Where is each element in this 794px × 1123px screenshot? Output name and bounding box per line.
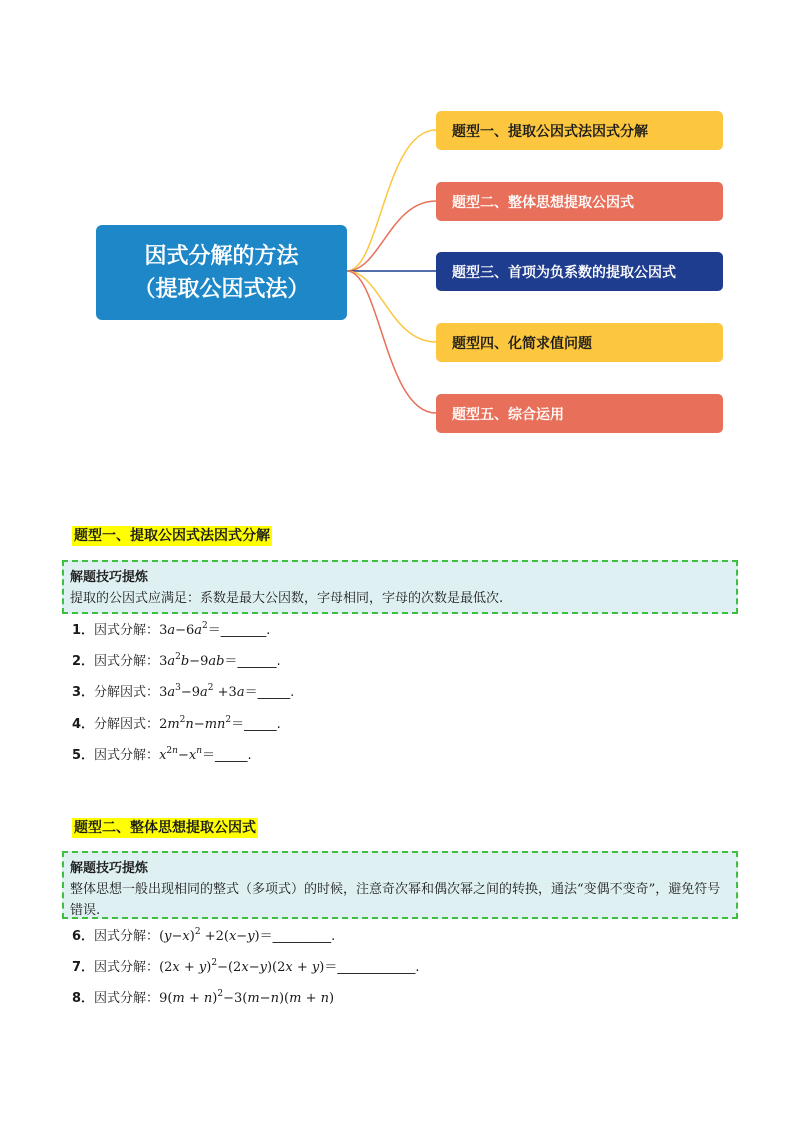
question-prefix: 分解因式： — [94, 717, 160, 732]
section2-tip-text: 整体思想一般出现相同的整式（多项式）的时候，注意奇次幂和偶次幂之间的转换，通法“变偶不变奇”，避免符号错误. — [70, 882, 721, 918]
topic-node-1: 题型一、提取公因式法因式分解 — [436, 111, 723, 150]
mindmap-center-node — [96, 225, 347, 320]
question-number: 4． — [72, 717, 95, 732]
question-end: . — [415, 960, 420, 975]
question-number: 5． — [72, 748, 95, 763]
section1-title: 题型一、提取公因式法因式分解 — [74, 528, 270, 544]
connector-5 — [347, 271, 436, 413]
question-end: . — [331, 929, 336, 944]
question-number: 8． — [72, 991, 95, 1006]
question-expression: $3a^3-9a^2 +3a=$ — [159, 683, 258, 700]
answer-blank[interactable]: _________ — [272, 929, 332, 944]
question-prefix: 分解因式： — [94, 685, 160, 700]
connector-4 — [347, 271, 436, 342]
question-number: 6． — [72, 929, 95, 944]
question-end: . — [266, 623, 271, 638]
topic-node-3: 题型三、首项为负系数的提取公因式 — [436, 252, 723, 291]
question-number: 1． — [72, 623, 95, 638]
connector-1 — [347, 130, 436, 271]
question-prefix: 因式分解： — [94, 960, 160, 975]
question-end: . — [276, 654, 281, 669]
question-4 — [72, 715, 281, 735]
question-2 — [72, 652, 281, 672]
question-prefix: 因式分解： — [94, 991, 160, 1006]
answer-blank[interactable]: ____________ — [337, 960, 416, 975]
question-1 — [72, 621, 270, 641]
question-3 — [72, 683, 294, 703]
question-6 — [72, 927, 335, 947]
question-prefix: 因式分解： — [94, 654, 160, 669]
section2-tip-box — [62, 851, 738, 919]
question-prefix: 因式分解： — [94, 748, 160, 763]
question-number: 2． — [72, 654, 95, 669]
question-expression: $x^{2n}-x^n=$ — [159, 746, 215, 763]
section1-tip-box — [62, 560, 738, 614]
question-end: . — [276, 717, 281, 732]
section1-tip-text: 提取的公因式应满足：系数是最大公因数，字母相同，字母的次数是最低次. — [70, 591, 504, 606]
answer-blank[interactable]: _____ — [244, 717, 277, 732]
question-8 — [72, 989, 334, 1009]
answer-blank[interactable]: _____ — [215, 748, 248, 763]
question-expression: $(y-x)^2 +2(x-y)=$ — [159, 927, 273, 944]
question-prefix: 因式分解： — [94, 623, 160, 638]
question-expression: $2m^2n-mn^2=$ — [159, 715, 245, 732]
question-5 — [72, 746, 252, 766]
section1-tip-title: 解题技巧提炼 — [70, 570, 149, 585]
connector-2 — [347, 201, 436, 271]
topic-node-5: 题型五、综合运用 — [436, 394, 723, 433]
question-expression: $3a-6a^2=$ — [159, 621, 221, 638]
question-end: . — [290, 685, 295, 700]
question-7 — [72, 958, 419, 978]
question-expression: $(2x + y)^2-(2x-y)(2x + y)=$ — [159, 958, 338, 975]
question-number: 7． — [72, 960, 95, 975]
question-expression: $3a^2b-9ab=$ — [159, 652, 238, 669]
question-number: 3． — [72, 685, 95, 700]
answer-blank[interactable]: _____ — [257, 685, 291, 700]
section2-title: 题型二、整体思想提取公因式 — [74, 820, 256, 836]
question-expression: $9(m + n)^2-3(m-n)(m + n)$ — [159, 989, 335, 1006]
answer-blank[interactable]: _______ — [220, 623, 267, 638]
question-end: . — [247, 748, 252, 763]
center-title-line1: 因式分解的方法 — [144, 243, 299, 269]
section2-tip-title: 解题技巧提炼 — [70, 861, 149, 876]
answer-blank[interactable]: ______ — [237, 654, 277, 669]
question-prefix: 因式分解： — [94, 929, 160, 944]
center-title-line2: （提取公因式法） — [133, 276, 310, 302]
topic-node-2: 题型二、整体思想提取公因式 — [436, 182, 723, 221]
topic-node-4: 题型四、化简求值问题 — [436, 323, 723, 362]
